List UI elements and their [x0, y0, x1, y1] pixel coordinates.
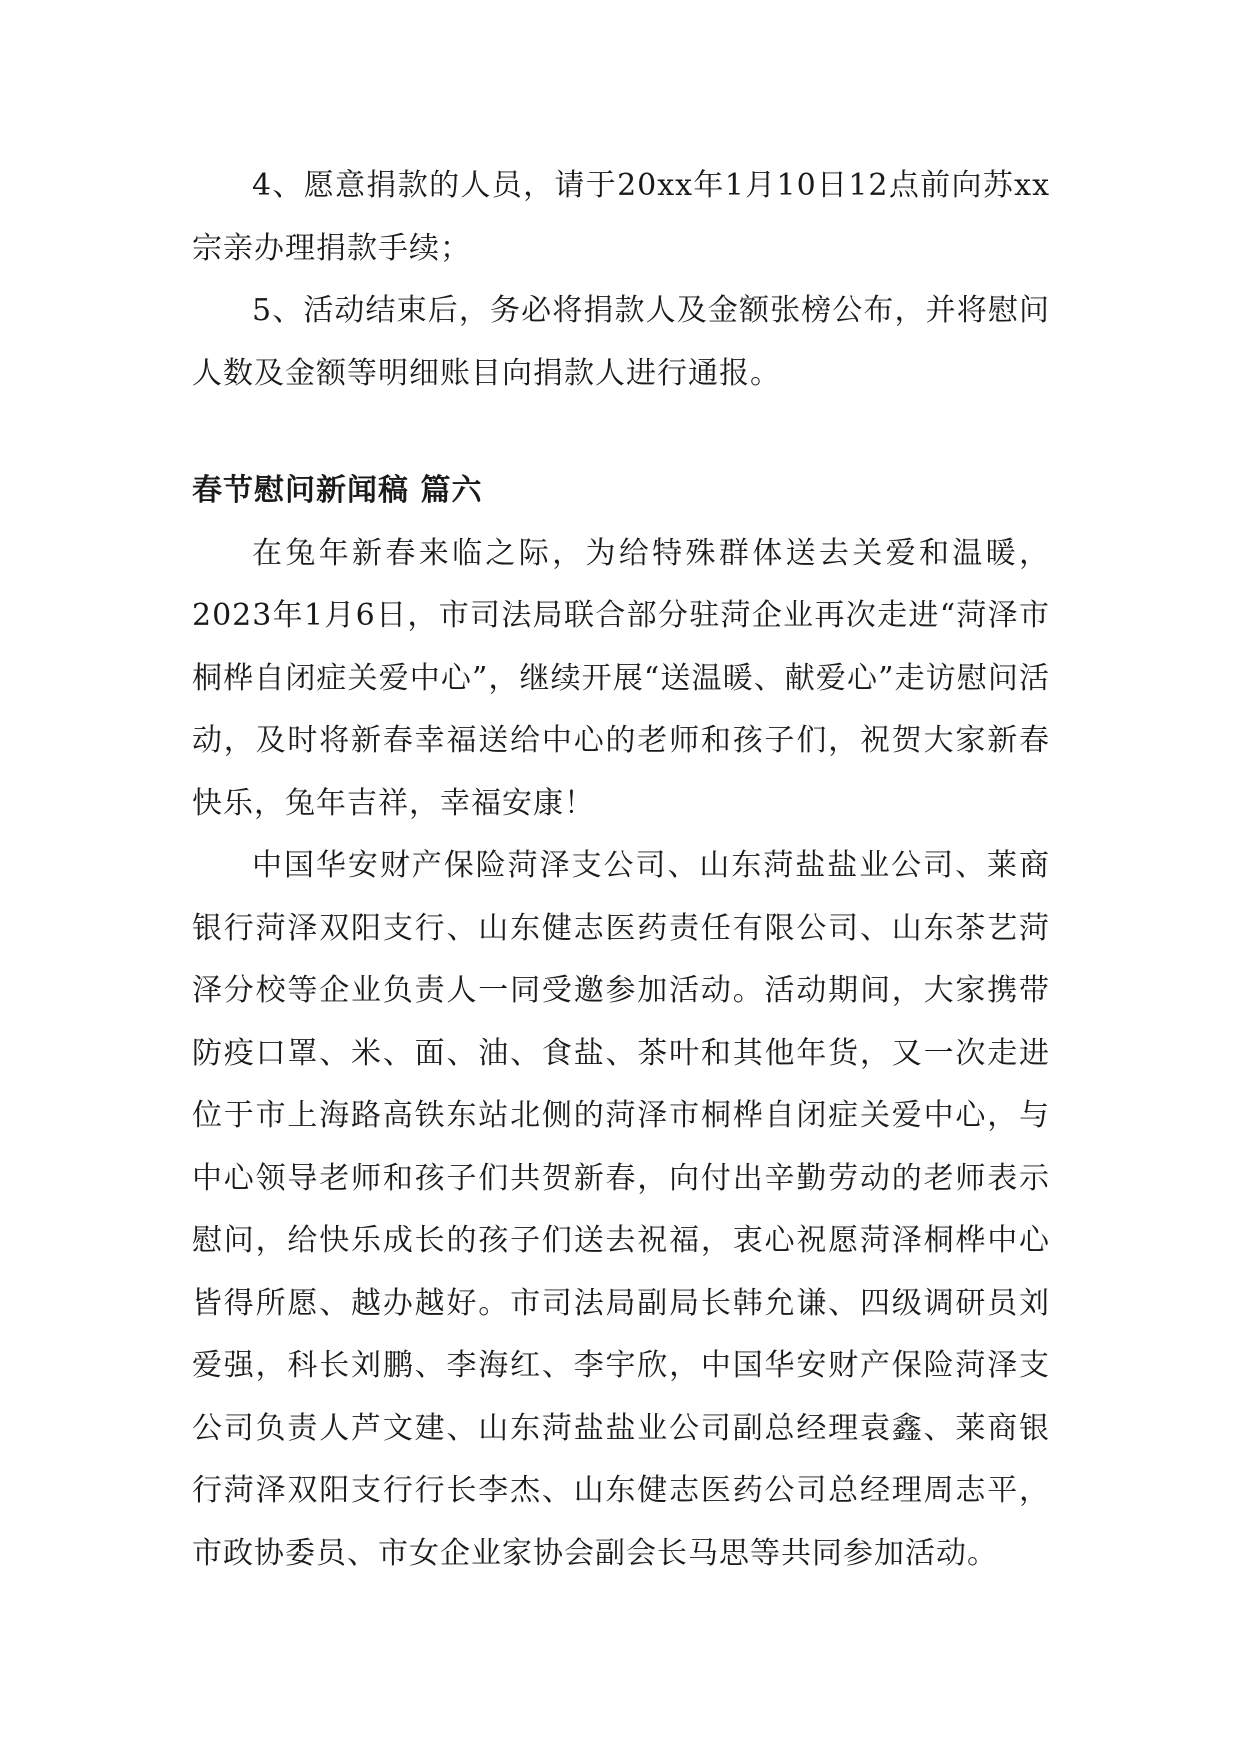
- article-paragraph-1: 在兔年新春来临之际，为给特殊群体送去关爱和温暖，2023年1月6日，市司法局联合部分驻菏企业再次走进“菏泽市桐桦自闭症关爱中心”，继续开展“送温暖、献爱心”走访慰问活动，及时将新春幸福送给中心的老师和孩子们，祝贺大家新春快乐，兔年吉祥，幸福安康！: [192, 535, 1050, 821]
- list-item-4: 4、愿意捐款的人员，请于20xx年1月10日12点前向苏xx宗亲办理捐款手续；: [192, 168, 1050, 266]
- list-item-5: 5、活动结束后，务必将捐款人及金额张榜公布，并将慰问人数及金额等明细账目向捐款人进行通报。: [192, 293, 1050, 391]
- article-paragraph-2: 中国华安财产保险菏泽支公司、山东菏盐盐业公司、莱商银行菏泽双阳支行、山东健志医药责任有限公司、山东茶艺菏泽分校等企业负责人一同受邀参加活动。活动期间，大家携带防疫口罩、米、面、油、食盐、茶叶和其他年货，又一次走进位于市上海路高铁东站北侧的菏泽市桐桦自闭症关爱中心，与中心领导老师和孩子们共贺新春，向付出辛勤劳动的老师表示慰问，给快乐成长的孩子们送去祝福，衷心祝愿菏泽桐桦中心皆得所愿、越办越好。市司法局副局长韩允谦、四级调研员刘爱强，科长刘鹏、李海红、李宇欣，中国华安财产保险菏泽支公司负责人芦文建、山东菏盐盐业公司副总经理袁鑫、莱商银行菏泽双阳支行行长李杰、山东健志医药公司总经理周志平，市政协委员、市女企业家协会副会长马思等共同参加活动。: [192, 848, 1050, 1571]
- article-title: 春节慰问新闻稿 篇六: [192, 473, 483, 508]
- section-gap: [192, 405, 1050, 460]
- document-page: [192, 155, 1050, 1585]
